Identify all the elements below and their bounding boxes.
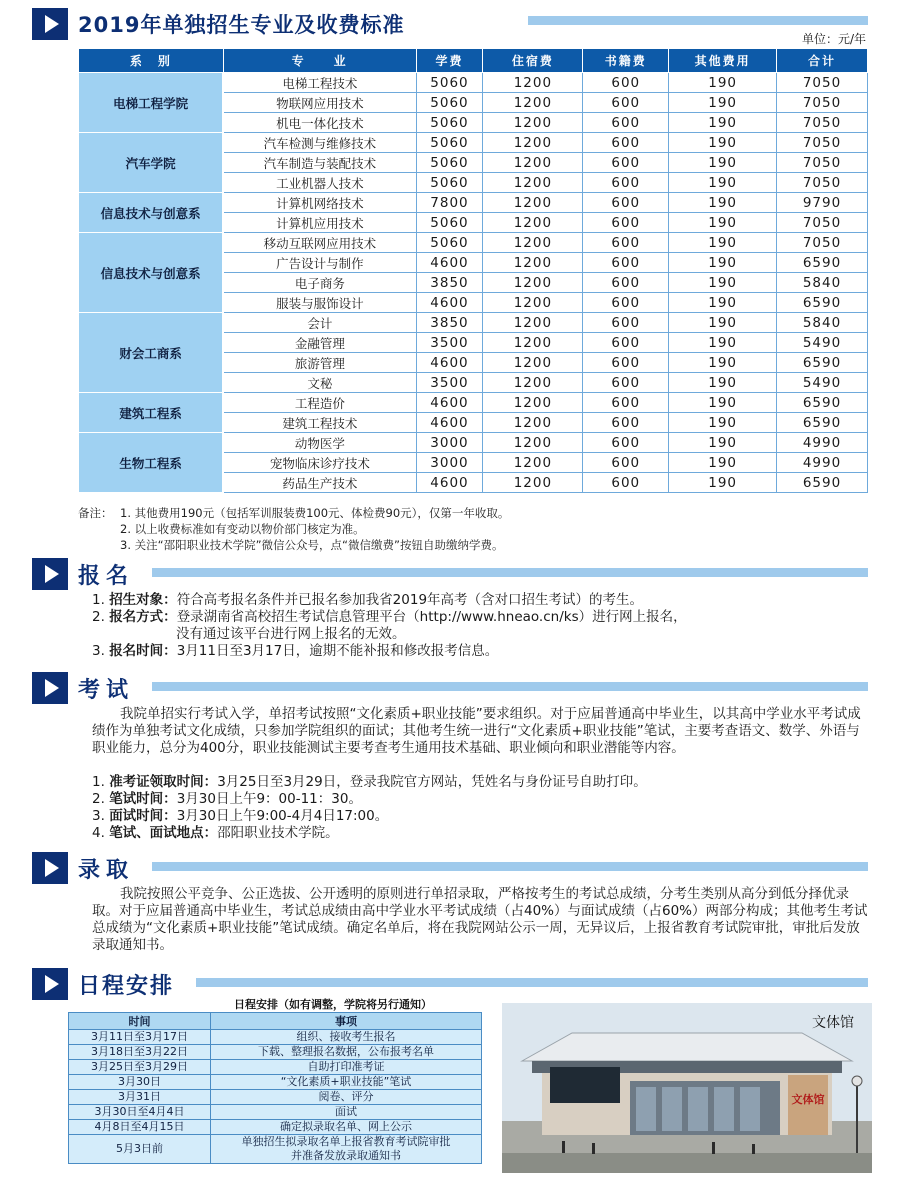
fee-cell: 600: [583, 473, 669, 493]
fee-cell: 5060: [416, 93, 483, 113]
fee-cell: 7050: [777, 73, 868, 93]
major-cell: 金融管理: [223, 333, 416, 353]
major-cell: 汽车制造与装配技术: [223, 153, 416, 173]
major-cell: 计算机网络技术: [223, 193, 416, 213]
schedule-table: [68, 1012, 482, 1164]
fee-cell: 600: [583, 233, 669, 253]
fee-cell: 1200: [483, 393, 583, 413]
fee-cell: 1200: [483, 293, 583, 313]
fee-cell: 190: [669, 333, 777, 353]
fee-cell: 4600: [416, 253, 483, 273]
fee-cell: 4600: [416, 393, 483, 413]
fee-cell: 190: [669, 393, 777, 413]
fee-cell: 7050: [777, 173, 868, 193]
exam-section-title: 考试: [78, 677, 135, 703]
fee-section-header: [32, 6, 404, 42]
fee-header-cell: 住宿费: [483, 49, 583, 73]
list-item: 2. 笔试时间：3月30日上午9：00-11：30。: [92, 791, 362, 807]
major-cell: 电子商务: [223, 273, 416, 293]
fee-cell: 6590: [777, 253, 868, 273]
fee-cell: 190: [669, 153, 777, 173]
fee-cell: 600: [583, 173, 669, 193]
schedule-row: [69, 1105, 482, 1120]
fee-header-cell: 书籍费: [583, 49, 669, 73]
department-cell: 信息技术与创意系: [79, 193, 224, 233]
play-arrow-icon: [32, 968, 68, 1000]
schedule-header-item: 事项: [211, 1013, 482, 1030]
schedule-item-cell: “文化素质+职业技能”笔试: [211, 1075, 482, 1090]
fee-cell: 1200: [483, 473, 583, 493]
fee-cell: 5060: [416, 133, 483, 153]
fee-cell: 190: [669, 433, 777, 453]
fee-cell: 7050: [777, 133, 868, 153]
schedule-time-cell: 3月25日至3月29日: [69, 1060, 211, 1075]
schedule-row: [69, 1060, 482, 1075]
play-arrow-icon: [32, 672, 68, 704]
major-cell: 宠物临床诊疗技术: [223, 453, 416, 473]
schedule-section-title: 日程安排: [78, 973, 175, 999]
schedule-row: [69, 1075, 482, 1090]
fee-cell: 1200: [483, 333, 583, 353]
fee-cell: 5840: [777, 273, 868, 293]
fee-cell: 7050: [777, 213, 868, 233]
admission-text: 我院按照公平竞争、公正选拔、公开透明的原则进行单招录取，严格按考生的考试总成绩，分考生类别从高分到低分择优录取。对于应届普通高中毕业生，考试总成绩由高中学业水平考试成绩（占40%）与面试成绩（占60%）两部分构成；其他考生考试总成绩为“文化素质+职业技能”笔试成绩。确定名单后，将在我院网站公示一周，无异议后，上报省教育考试院审批，审批后发放录取通知书。: [92, 886, 868, 953]
fee-cell: 6590: [777, 413, 868, 433]
table-row: [79, 313, 868, 333]
fee-cell: 6590: [777, 293, 868, 313]
fee-cell: 5490: [777, 373, 868, 393]
fee-cell: 1200: [483, 173, 583, 193]
table-row: [79, 393, 868, 413]
section-divider-bar: [152, 568, 868, 577]
fee-cell: 190: [669, 73, 777, 93]
fee-cell: 600: [583, 313, 669, 333]
fee-cell: 7050: [777, 153, 868, 173]
list-item: 2. 报名方式：登录湖南省高校招生考试信息管理平台（http://www.hneao.cn/ks）进行网上报名，: [92, 609, 687, 625]
table-row: [79, 193, 868, 213]
list-item: 3. 报名时间：3月11日至3月17日，逾期不能补报和修改报考信息。: [92, 643, 499, 659]
fee-cell: 600: [583, 293, 669, 313]
fee-cell: 190: [669, 193, 777, 213]
schedule-time-cell: 5月3日前: [69, 1135, 211, 1164]
fee-cell: 1200: [483, 253, 583, 273]
fee-cell: 1200: [483, 153, 583, 173]
fee-cell: 6590: [777, 393, 868, 413]
fee-cell: 3500: [416, 373, 483, 393]
fee-cell: 4600: [416, 413, 483, 433]
major-cell: 文秘: [223, 373, 416, 393]
admission-section-header: [32, 850, 134, 886]
fee-cell: 7050: [777, 233, 868, 253]
fee-cell: 190: [669, 253, 777, 273]
major-cell: 服装与服饰设计: [223, 293, 416, 313]
major-cell: 电梯工程技术: [223, 73, 416, 93]
schedule-time-cell: 3月18日至3月22日: [69, 1045, 211, 1060]
fee-cell: 5060: [416, 113, 483, 133]
schedule-time-cell: 3月31日: [69, 1090, 211, 1105]
schedule-row: [69, 1120, 482, 1135]
fee-cell: 190: [669, 473, 777, 493]
table-row: [79, 73, 868, 93]
schedule-row: [69, 1030, 482, 1045]
schedule-item-cell: 自助打印准考证: [211, 1060, 482, 1075]
fee-cell: 5060: [416, 73, 483, 93]
signup-list: [92, 592, 872, 660]
schedule-item-cell: 面试: [211, 1105, 482, 1120]
fee-cell: 600: [583, 433, 669, 453]
schedule-item-cell: 阅卷、评分: [211, 1090, 482, 1105]
schedule-row: [69, 1090, 482, 1105]
fee-cell: 5060: [416, 173, 483, 193]
table-row: [79, 133, 868, 153]
fee-cell: 3850: [416, 313, 483, 333]
fee-cell: 600: [583, 133, 669, 153]
fee-header-cell: 学费: [416, 49, 483, 73]
major-cell: 会计: [223, 313, 416, 333]
major-cell: 汽车检测与维修技术: [223, 133, 416, 153]
major-cell: 工程造价: [223, 393, 416, 413]
fee-cell: 600: [583, 393, 669, 413]
fee-cell: 1200: [483, 273, 583, 293]
fee-cell: 7050: [777, 93, 868, 113]
fee-cell: 1200: [483, 193, 583, 213]
fee-cell: 190: [669, 273, 777, 293]
play-arrow-icon: [32, 852, 68, 884]
fee-cell: 1200: [483, 93, 583, 113]
fee-cell: 4600: [416, 293, 483, 313]
table-row: [79, 433, 868, 453]
fee-cell: 190: [669, 213, 777, 233]
fee-cell: 1200: [483, 433, 583, 453]
schedule-item-cell: 单独招生拟录取名单上报省教育考试院审批 并准备发放录取通知书: [211, 1135, 482, 1164]
fee-cell: 600: [583, 113, 669, 133]
fee-cell: 1200: [483, 73, 583, 93]
fee-cell: 600: [583, 373, 669, 393]
major-cell: 物联网应用技术: [223, 93, 416, 113]
fee-cell: 190: [669, 233, 777, 253]
schedule-time-cell: 3月11日至3月17日: [69, 1030, 211, 1045]
exam-list: [92, 774, 872, 842]
photo-caption: 文体馆: [812, 1015, 854, 1031]
schedule-time-cell: 3月30日至4月4日: [69, 1105, 211, 1120]
fee-cell: 6590: [777, 353, 868, 373]
fee-cell: 600: [583, 153, 669, 173]
fee-cell: 600: [583, 353, 669, 373]
fee-cell: 1200: [483, 113, 583, 133]
schedule-caption: 日程安排（如有调整，学院将另行通知）: [234, 998, 432, 1011]
signup-section-title: 报名: [78, 563, 135, 589]
admission-section-title: 录取: [78, 857, 135, 883]
fee-cell: 600: [583, 253, 669, 273]
fee-cell: 7050: [777, 113, 868, 133]
fee-cell: 1200: [483, 353, 583, 373]
notes-label: 备注：: [78, 506, 113, 520]
fee-cell: 1200: [483, 233, 583, 253]
fee-header-cell: 其他费用: [669, 49, 777, 73]
fee-cell: 190: [669, 133, 777, 153]
play-arrow-icon: [32, 558, 68, 590]
fee-cell: 190: [669, 173, 777, 193]
note-item: 3. 关注“邵阳职业技术学院”微信公众号，点“微信缴费”按钮自助缴纳学费。: [120, 538, 504, 552]
fee-cell: 7800: [416, 193, 483, 213]
fee-cell: 600: [583, 413, 669, 433]
schedule-section-header: [32, 966, 174, 1002]
major-cell: 药品生产技术: [223, 473, 416, 493]
fee-cell: 190: [669, 373, 777, 393]
list-item: 1. 招生对象：符合高考报名条件并已报名参加我省2019年高考（含对口招生考试）的考生。: [92, 592, 644, 608]
fee-cell: 5060: [416, 153, 483, 173]
fee-cell: 5840: [777, 313, 868, 333]
fee-cell: 3000: [416, 453, 483, 473]
fee-cell: 5060: [416, 213, 483, 233]
fee-section-title: 2019年单独招生专业及收费标准: [78, 13, 405, 37]
schedule-row: [69, 1135, 482, 1164]
department-cell: 生物工程系: [79, 433, 224, 493]
major-cell: 旅游管理: [223, 353, 416, 373]
fee-cell: 3000: [416, 433, 483, 453]
schedule-row: [69, 1045, 482, 1060]
fee-cell: 190: [669, 413, 777, 433]
svg-text:文体馆: 文体馆: [791, 1093, 825, 1106]
list-item: 没有通过该平台进行网上报名的无效。: [176, 626, 406, 642]
fee-cell: 9790: [777, 193, 868, 213]
fee-header-cell: 专 业: [223, 49, 416, 73]
section-divider-bar: [528, 16, 868, 25]
fee-cell: 5060: [416, 233, 483, 253]
fee-cell: 190: [669, 113, 777, 133]
fee-cell: 1200: [483, 133, 583, 153]
section-divider-bar: [196, 978, 868, 987]
fee-cell: 190: [669, 93, 777, 113]
department-cell: 电梯工程学院: [79, 73, 224, 133]
section-divider-bar: [152, 682, 868, 691]
fee-cell: 3850: [416, 273, 483, 293]
fee-cell: 190: [669, 353, 777, 373]
fee-cell: 5490: [777, 333, 868, 353]
schedule-item-cell: 组织、接收考生报名: [211, 1030, 482, 1045]
gymnasium-sign: [792, 1092, 825, 1106]
section-divider-bar: [152, 862, 868, 871]
fee-notes: [78, 505, 509, 553]
major-cell: 动物医学: [223, 433, 416, 453]
fee-header-cell: 系 别: [79, 49, 224, 73]
fee-cell: 3500: [416, 333, 483, 353]
schedule-header-time: 时间: [69, 1013, 211, 1030]
note-item: 1. 其他费用190元（包括军训服装费100元、体检费90元），仅第一年收取。: [120, 506, 510, 520]
department-cell: 信息技术与创意系: [79, 233, 224, 313]
note-item: 2. 以上收费标准如有变动以物价部门核定为准。: [120, 522, 365, 536]
fee-cell: 1200: [483, 313, 583, 333]
schedule-time-cell: 3月30日: [69, 1075, 211, 1090]
fee-cell: 600: [583, 333, 669, 353]
exam-section-header: [32, 670, 134, 706]
schedule-item-cell: 下载、整理报名数据，公布报考名单: [211, 1045, 482, 1060]
signup-section-header: [32, 556, 134, 592]
major-cell: 计算机应用技术: [223, 213, 416, 233]
fee-cell: 1200: [483, 213, 583, 233]
fee-table: [78, 48, 868, 493]
schedule-time-cell: 4月8日至4月15日: [69, 1120, 211, 1135]
fee-cell: 1200: [483, 413, 583, 433]
department-cell: 建筑工程系: [79, 393, 224, 433]
fee-cell: 190: [669, 313, 777, 333]
exam-intro: 我院单招实行考试入学，单招考试按照“文化素质+职业技能”要求组织。对于应届普通高中毕业生，以其高中学业水平考试成绩作为单独考试文化成绩，只参加学院组织的面试；其他考生统一进行“文化素质+职业技能”笔试，主要考查语文、数学、外语与职业能力，总分为400分，职业技能测试主要考查考生通用技术基础、职业倾向和职业潜能等内容。: [92, 706, 861, 756]
fee-cell: 600: [583, 193, 669, 213]
list-item: 1. 准考证领取时间：3月25日至3月29日，登录我院官方网站，凭姓名与身份证号自助打印。: [92, 774, 647, 790]
fee-cell: 600: [583, 453, 669, 473]
fee-cell: 600: [583, 73, 669, 93]
play-arrow-icon: [32, 8, 68, 40]
schedule-item-cell: 确定拟录取名单、网上公示: [211, 1120, 482, 1135]
fee-cell: 6590: [777, 473, 868, 493]
fee-cell: 1200: [483, 453, 583, 473]
fee-cell: 4600: [416, 473, 483, 493]
fee-cell: 1200: [483, 373, 583, 393]
fee-cell: 4600: [416, 353, 483, 373]
fee-cell: 190: [669, 453, 777, 473]
fee-cell: 4990: [777, 453, 868, 473]
major-cell: 移动互联网应用技术: [223, 233, 416, 253]
department-cell: 汽车学院: [79, 133, 224, 193]
major-cell: 广告设计与制作: [223, 253, 416, 273]
unit-label: 单位：元/年: [801, 32, 866, 46]
fee-cell: 600: [583, 93, 669, 113]
list-item: 3. 面试时间：3月30日上午9:00-4月4日17:00。: [92, 808, 389, 824]
list-item: 4. 笔试、面试地点：邵阳职业技术学院。: [92, 825, 339, 841]
fee-cell: 190: [669, 293, 777, 313]
table-row: [79, 233, 868, 253]
fee-cell: 4990: [777, 433, 868, 453]
major-cell: 建筑工程技术: [223, 413, 416, 433]
major-cell: 机电一体化技术: [223, 113, 416, 133]
fee-cell: 600: [583, 273, 669, 293]
fee-cell: 600: [583, 213, 669, 233]
department-cell: 财会工商系: [79, 313, 224, 393]
major-cell: 工业机器人技术: [223, 173, 416, 193]
fee-header-cell: 合计: [777, 49, 868, 73]
